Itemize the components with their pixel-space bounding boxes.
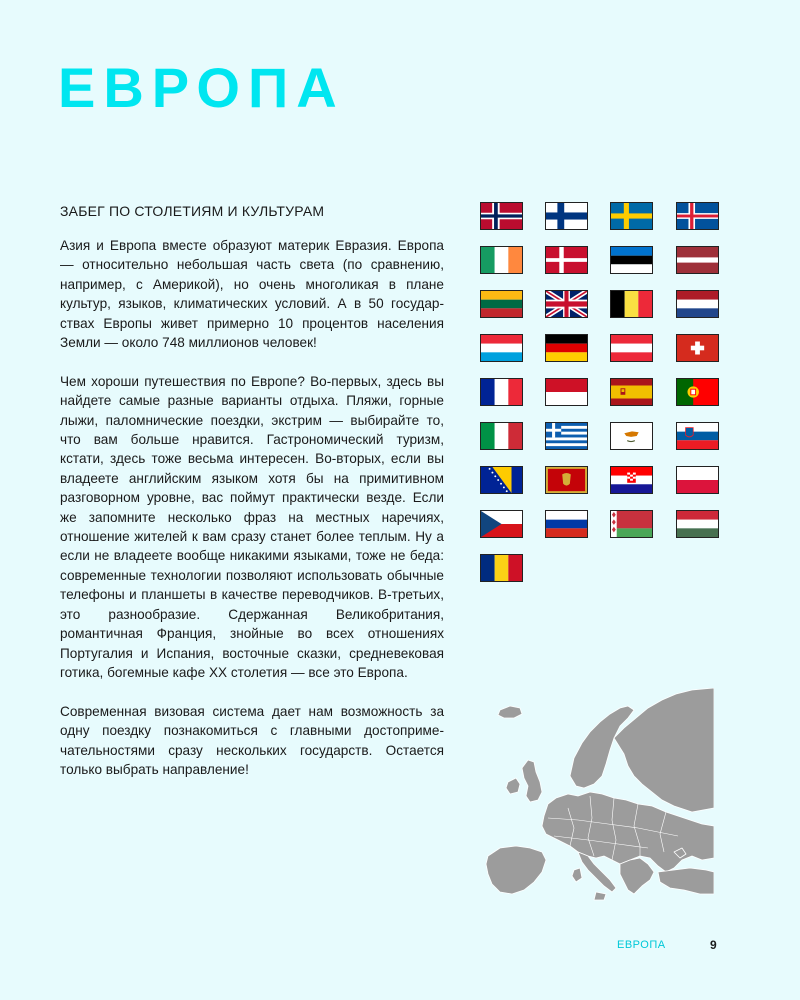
norway-flag-icon: [480, 202, 523, 230]
footer-section-label: ЕВРОПА: [617, 939, 666, 951]
united-kingdom-flag-icon: [545, 290, 588, 318]
denmark-flag-icon: [545, 246, 588, 274]
iceland-flag-icon: [676, 202, 719, 230]
cyprus-flag-icon: [610, 422, 653, 450]
page-number: 9: [710, 938, 717, 952]
poland-flag-icon: [676, 466, 719, 494]
russia-flag-icon: [545, 510, 588, 538]
belgium-flag-icon: [610, 290, 653, 318]
croatia-flag-icon: [610, 466, 653, 494]
luxembourg-flag-icon: [480, 334, 523, 362]
monaco-flag-icon: [545, 378, 588, 406]
paragraph: Азия и Европа вместе образуют материк Евразия. Европа — относительно небольшая часть света (по сравнению, например, с Америкой), но очень многоликая в плане культур, языков, климатических условий. А в 50 государствах Европы живет примерно 10 процентов населения Земли — около 748 миллионов человек!: [60, 238, 444, 351]
europe-map-icon: [478, 688, 714, 908]
italy-flag-icon: [480, 422, 523, 450]
belarus-flag-icon: [610, 510, 653, 538]
section-heading: ЗАБЕГ ПО СТОЛЕТИЯМ И КУЛЬТУРАМ: [60, 203, 325, 219]
paragraph: Чем хороши путешествия по Европе? Во-первых, здесь вы найдете самые разные варианты отдыха. Пляжи, горные лыжи, паломнические поездки, экстрим — выбирайте то, что вам больше нравится. Гастрономический туризм, кстати, здесь тоже весьма интересен. Во-вторых, если вы владеете английским языком хотя бы на примитивном разговорном уровне, вас поймут практически везде. Если же запомните несколько фраз на местных наречиях, отношение жителей к вам сразу станет более теплым. Ну а если не владеете вообще никакими языками, тоже не беда: современные технологии позволяют использовать обычные телефоны и планшеты в качестве переводчиков. В-третьих, это разнообразие. Сдержанная Великобритания, романтичная Франция, знойные во всех отношениях Португалия и Испания, восточные сказки, средневековая готика, богемные кафе XX столетия — все это Европа.: [60, 373, 444, 680]
finland-flag-icon: [545, 202, 588, 230]
hungary-flag-icon: [676, 510, 719, 538]
spain-flag-icon: [610, 378, 653, 406]
montenegro-flag-icon: [545, 466, 588, 494]
page-title: ЕВРОПА: [58, 56, 345, 119]
sweden-flag-icon: [610, 202, 653, 230]
bosnia-flag-icon: [480, 466, 523, 494]
germany-flag-icon: [545, 334, 588, 362]
greece-flag-icon: [545, 422, 588, 450]
portugal-flag-icon: [676, 378, 719, 406]
estonia-flag-icon: [610, 246, 653, 274]
france-flag-icon: [480, 378, 523, 406]
article-body: [60, 236, 444, 799]
lithuania-flag-icon: [480, 290, 523, 318]
switzerland-flag-icon: [676, 334, 719, 362]
ireland-flag-icon: [480, 246, 523, 274]
netherlands-flag-icon: [676, 290, 719, 318]
austria-flag-icon: [610, 334, 653, 362]
slovenia-flag-icon: [676, 422, 719, 450]
latvia-flag-icon: [676, 246, 719, 274]
czech-flag-icon: [480, 510, 523, 538]
romania-flag-icon: [480, 554, 523, 582]
paragraph: Современная визовая система дает нам возможность за одну поездку познакомиться с главными достопримечательностями сразу нескольких государств. Остается только выбрать направление!: [60, 703, 444, 777]
